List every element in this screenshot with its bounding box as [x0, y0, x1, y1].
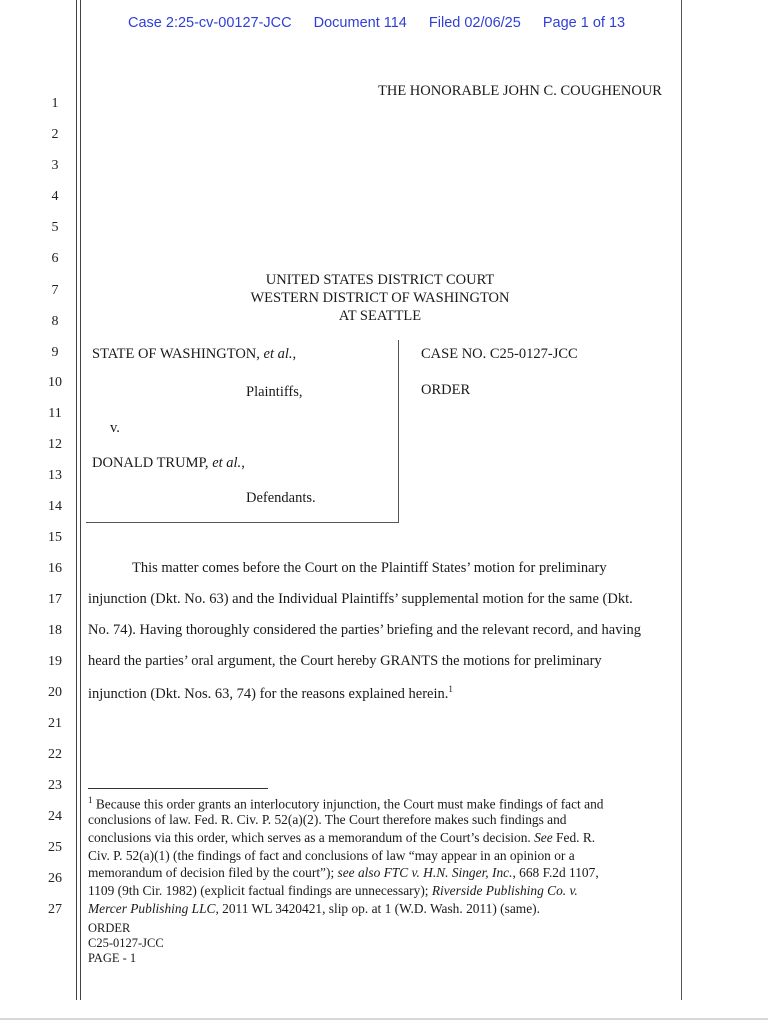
line-number: 26 [48, 871, 62, 886]
footnote-mark: 1 [88, 795, 93, 805]
line-number: 9 [51, 345, 59, 360]
plaintiffs-label: Plaintiffs, [246, 384, 303, 400]
defendants-label: Defendants. [246, 490, 316, 506]
footnote-line: $^1$ Because this order grants an interlocutory injunction, the Court must make findings of fact and [88, 795, 604, 812]
versus: v. [110, 420, 120, 436]
line-number: 7 [51, 283, 59, 298]
footnote-divider [88, 788, 268, 789]
line-number: 11 [48, 406, 62, 421]
line-number: 24 [48, 809, 62, 824]
line-number: 17 [48, 592, 62, 607]
line-number: 18 [48, 623, 62, 638]
line-number: 22 [48, 747, 62, 762]
line-number: 2 [51, 127, 59, 142]
body-line: injunction (Dkt. No. 63) and the Individual Plaintiffs’ supplemental motion for the same (Dkt. [88, 591, 633, 607]
line-number: 27 [48, 902, 62, 917]
line-number: 25 [48, 840, 62, 855]
footnote-reference: 1 [448, 684, 453, 694]
footnote-line: conclusions of law. Fed. R. Civ. P. 52(a)(2). The Court therefore makes such findings and [88, 812, 567, 827]
plaintiff-name: STATE OF WASHINGTON, et al., [92, 346, 297, 362]
line-number: 23 [48, 778, 62, 793]
left-margin-rule-2 [80, 0, 81, 1000]
line-number: 20 [48, 685, 62, 700]
court-name: UNITED STATES DISTRICT COURT [265, 272, 495, 288]
footnote-line: Mercer Publishing LLC, 2011 WL 3420421, slip op. at 1 (W.D. Wash. 2011) (same). [88, 901, 540, 916]
footnote-line: 1109 (9th Cir. 1982) (explicit factual findings are unnecessary); Riverside Publishing Co. v. [88, 883, 578, 898]
defendant-name: DONALD TRUMP, et al., [92, 455, 245, 471]
footnote-line: Civ. P. 52(a)(1) (the findings of fact and conclusions of law “may appear in an opinion or a [88, 848, 575, 863]
case-caption-box [86, 340, 399, 523]
ecf-header-stamp [128, 15, 643, 31]
footnote-line: memorandum of decision filed by the court”); see also FTC v. H.N. Singer, Inc., 668 F.2d 1107, [88, 865, 599, 880]
line-number: 10 [48, 375, 62, 390]
court-location: AT SEATTLE [338, 308, 422, 324]
line-number: 14 [48, 499, 62, 514]
filed-date-stamp: Filed 02/06/25 [428, 15, 521, 31]
case-number-stamp: Case 2:25-cv-00127-JCC [128, 15, 292, 31]
line-number: 15 [48, 530, 62, 545]
case-number: CASE NO. C25-0127-JCC [421, 346, 578, 362]
page-bottom-edge [0, 1018, 768, 1020]
left-margin-rule-1 [76, 0, 77, 1000]
line-number: 3 [51, 158, 59, 173]
right-margin-rule [681, 0, 682, 1000]
footnote-line: conclusions via this order, which serves as a memorandum of the Court’s decision. See Fed. R. [88, 830, 596, 845]
body-line: No. 74). Having thoroughly considered the parties’ briefing and the relevant record, and having [88, 622, 641, 638]
line-number: 1 [51, 96, 59, 111]
document-type: ORDER [421, 382, 471, 398]
line-number: 8 [51, 314, 59, 329]
footer-case-number: C25-0127-JCC [88, 936, 164, 950]
footer-page-number: PAGE - 1 [88, 951, 137, 965]
line-number: 21 [48, 716, 62, 731]
court-district: WESTERN DISTRICT OF WASHINGTON [250, 290, 510, 306]
page-count-stamp: Page 1 of 13 [542, 15, 626, 31]
body-line-last: injunction (Dkt. Nos. 63, 74) for the reasons explained herein.$^1$ [88, 684, 453, 702]
line-number: 6 [51, 251, 59, 266]
line-number: 19 [48, 654, 62, 669]
footer-title: ORDER [88, 921, 131, 935]
judge-name: THE HONORABLE JOHN C. COUGHENOUR [378, 83, 662, 99]
line-number: 5 [51, 220, 59, 235]
body-line: This matter comes before the Court on the Plaintiff States’ motion for preliminary [132, 560, 607, 576]
line-number: 13 [48, 468, 62, 483]
body-line: heard the parties’ oral argument, the Court hereby GRANTS the motions for preliminary [88, 653, 602, 669]
line-number: 16 [48, 561, 62, 576]
document-number-stamp: Document 114 [313, 15, 407, 31]
line-number: 4 [51, 189, 59, 204]
line-number: 12 [48, 437, 62, 452]
